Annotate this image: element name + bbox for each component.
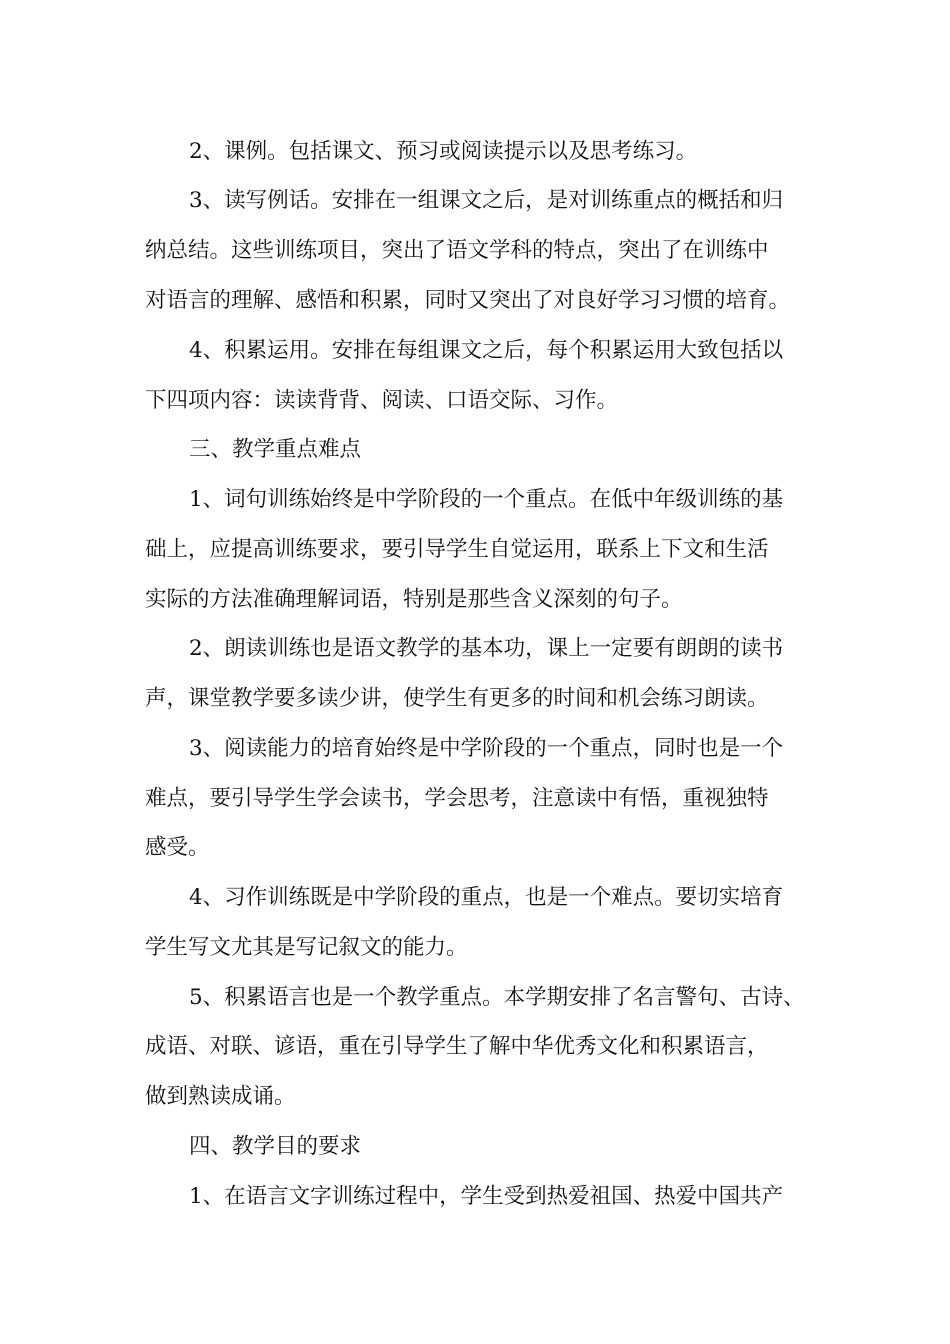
paragraph-line: 纳总结。这些训练项目，突出了语文学科的特点，突出了在训练中: [145, 238, 769, 263]
paragraph-line: 3、读写例话。安排在一组课文之后，是对训练重点的概括和归: [189, 188, 784, 213]
paragraph-line: 成语、对联、谚语，重在引导学生了解中华优秀文化和积累语言，: [145, 1034, 769, 1059]
section-heading: 四、教学目的要求: [189, 1134, 362, 1159]
paragraph-line: 础上，应提高训练要求，要引导学生自觉运用，联系上下文和生活: [145, 537, 769, 562]
paragraph-line: 学生写文尤其是写记叙文的能力。: [145, 935, 468, 960]
section-heading: 三、教学重点难点: [189, 437, 362, 462]
paragraph-line: 对语言的理解、感悟和积累，同时又突出了对良好学习习惯的培育。: [145, 288, 791, 313]
paragraph-line: 声，课堂教学要多读少讲，使学生有更多的时间和机会练习朗读。: [145, 686, 769, 711]
paragraph-line: 5、积累语言也是一个教学重点。本学期安排了名言警句、古诗、: [189, 985, 805, 1010]
paragraph-line: 实际的方法准确理解词语，特别是那些含义深刻的句子。: [145, 587, 683, 612]
paragraph-line: 1、在语言文字训练过程中，学生受到热爱祖国、热爱中国共产: [189, 1184, 784, 1209]
paragraph-line: 下四项内容：读读背背、阅读、口语交际、习作。: [145, 388, 619, 413]
paragraph-line: 1、词句训练始终是中学阶段的一个重点。在低中年级训练的基: [189, 487, 784, 512]
paragraph-line: 感受。: [145, 835, 210, 860]
paragraph-line: 难点，要引导学生学会读书，学会思考，注意读中有悟，重视独特: [145, 786, 769, 811]
paragraph-line: 4、积累运用。安排在每组课文之后，每个积累运用大致包括以: [189, 338, 784, 363]
paragraph-line: 4、习作训练既是中学阶段的重点，也是一个难点。要切实培育: [189, 885, 784, 910]
paragraph-line: 做到熟读成诵。: [145, 1084, 296, 1109]
paragraph-line: 3、阅读能力的培育始终是中学阶段的一个重点，同时也是一个: [189, 736, 784, 761]
paragraph-line: 2、课例。包括课文、预习或阅读提示以及思考练习。: [189, 139, 698, 164]
paragraph-line: 2、朗读训练也是语文教学的基本功，课上一定要有朗朗的读书: [189, 636, 784, 661]
